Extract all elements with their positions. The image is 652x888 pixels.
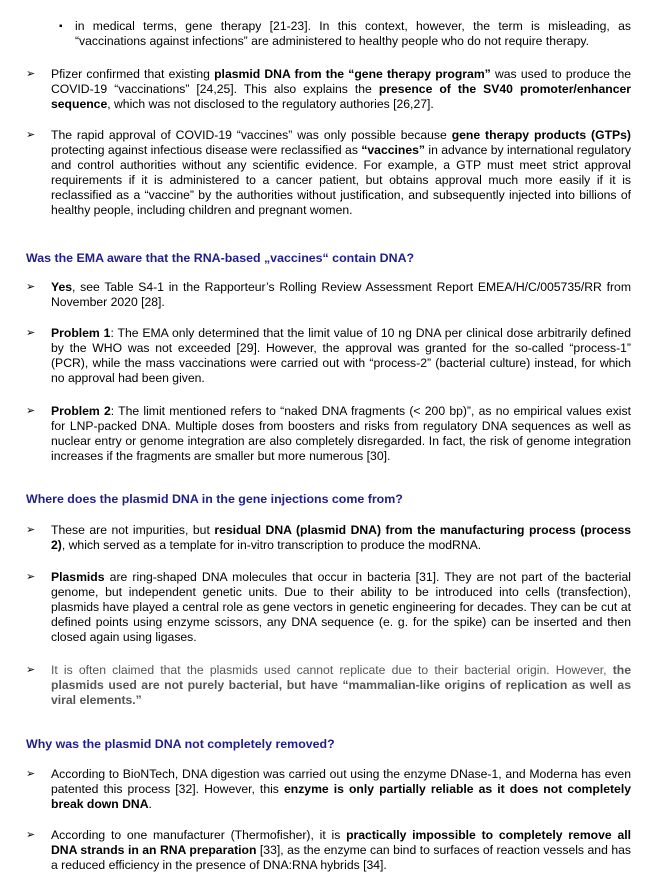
- bullet-paragraph: [51, 570, 631, 645]
- bold-text-run: “vaccines”: [361, 143, 425, 157]
- bullet-paragraph: [51, 523, 631, 553]
- text-run: [33], as the enzyme can bind to surfaces of reaction vessels and has a reduced efficiency in the presence of DNA:RNA hybrids [34].: [51, 843, 631, 872]
- bold-text-run: the plasmids used are not purely bacterial, but have “mammalian-like origins of replication as well as viral elements.”: [51, 663, 631, 707]
- text-run: The rapid approval of COVID-19 “vaccines” was only possible because: [51, 128, 452, 142]
- bold-text-run: Problem 1: [51, 326, 111, 340]
- bullet-paragraph: [51, 67, 631, 112]
- bullet-paragraph: [51, 404, 631, 464]
- text-run: in medical terms, gene therapy [21-23]. In this context, however, the term is misleading, as “vaccinations against infections” are administered to healthy people who do not require therapy.: [75, 19, 631, 48]
- arrow-bullet-icon: ➢: [26, 524, 36, 536]
- text-run: According to one manufacturer (Thermofisher), it is: [51, 828, 347, 842]
- text-run: : The EMA only determined that the limit value of 10 ng DNA per clinical dose arbitrarily defined by the WHO was not exceeded [29]. However, the approval was granted for the so-called “process-1” (PCR), while the mass vaccinations were carried out with “process-2” (bacterial culture) instead, for which no approval had been given.: [51, 326, 631, 385]
- text-run: These are not impurities, but: [51, 523, 215, 537]
- text-run: According to BioNTech, DNA digestion was carried out using the enzyme DNase-1, and Moderna has even patented this process [32]. However, this: [51, 767, 631, 796]
- text-run: , see Table S4-1 in the Rapporteur’s Rolling Review Assessment Report EMEA/H/C/005735/RR from November 2020 [28].: [51, 280, 631, 309]
- arrow-bullet-icon: ➢: [26, 571, 36, 583]
- bullet-paragraph: [75, 19, 631, 49]
- text-run: .: [148, 797, 152, 811]
- text-run: It is often claimed that the plasmids used cannot replicate due to their bacterial origin. However,: [51, 663, 613, 677]
- arrow-bullet-icon: ➢: [26, 129, 36, 141]
- arrow-bullet-icon: ➢: [26, 664, 36, 676]
- text-run: protecting against infectious disease were reclassified as: [51, 143, 362, 157]
- arrow-bullet-icon: ➢: [26, 768, 36, 780]
- bold-text-run: practically impossible to completely remove all DNA strands in an RNA preparation: [51, 828, 631, 857]
- text-run: , which served as a template for in-vitro transcription to produce the modRNA.: [61, 538, 482, 552]
- text-run: are ring-shaped DNA molecules that occur in bacteria [31]. They are not part of the bacterial genome, but independent genetic units. Due to their ability to be introduced into cells (transfection), plasmids have played a central role as gene vectors in genetic engineering for decades. They can be cut at defined points using enzyme scissors, any DNA sequence (e. g. for the spike) can be inserted and then closed again using ligases.: [51, 570, 631, 644]
- arrow-bullet-icon: ➢: [26, 281, 36, 293]
- section-heading: Where does the plasmid DNA in the gene injections come from?: [26, 492, 403, 506]
- arrow-bullet-icon: ➢: [26, 829, 36, 841]
- section-heading: Why was the plasmid DNA not completely removed?: [26, 737, 335, 751]
- text-run: Pfizer confirmed that existing: [51, 67, 215, 81]
- bold-text-run: presence of the SV40 promoter/enhancer sequence: [51, 82, 632, 111]
- arrow-bullet-icon: ➢: [26, 68, 36, 80]
- bold-text-run: Plasmids: [51, 570, 105, 584]
- bold-text-run: Yes: [51, 280, 73, 294]
- arrow-bullet-icon: ➢: [26, 405, 36, 417]
- bold-text-run: Problem 2: [51, 404, 111, 418]
- bold-text-run: gene therapy products (GTPs): [451, 128, 631, 142]
- text-run: : The limit mentioned refers to “naked DNA fragments (< 200 bp)”, as no empirical values exist for LNP-packed DNA. Multiple doses from boosters and risks from regulatory DNA sequences as well as nuclear entry or genome integration are also completely disregarded. In fact, the risk of genome integration increases if the fragments are smaller but more numerous [30].: [51, 404, 631, 463]
- bold-text-run: plasmid DNA from the “gene therapy program”: [214, 67, 491, 81]
- bullet-paragraph: [51, 767, 631, 812]
- bullet-paragraph: [51, 663, 631, 708]
- bullet-paragraph: [51, 326, 631, 386]
- bullet-paragraph: [51, 280, 631, 310]
- bullet-paragraph: [51, 128, 631, 218]
- text-run: in advance by international regulatory and control authorities without any scientific evidence. For example, a GTP must meet strict approval requirements if it is administered to a cancer patient, but obtains approval much more easily if it is reclassified as a “vaccine” by the authorities without justification, and subsequently injected into billions of healthy people, including children and pregnant women.: [51, 143, 631, 217]
- square-bullet-icon: ▪: [59, 21, 63, 32]
- bullet-paragraph: [51, 828, 631, 873]
- text-run: was used to produce the COVID-19 “vaccinations” [24,25]. This also explains the: [51, 67, 631, 96]
- arrow-bullet-icon: ➢: [26, 327, 36, 339]
- bold-text-run: enzyme is only partially reliable as it does not completely break down DNA: [51, 782, 631, 811]
- section-heading: Was the EMA aware that the RNA-based „vaccines“ contain DNA?: [26, 251, 415, 265]
- bold-text-run: residual DNA (plasmid DNA) from the manufacturing process (process 2): [51, 523, 632, 552]
- text-run: , which was not disclosed to the regulatory authories [26,27].: [107, 97, 434, 111]
